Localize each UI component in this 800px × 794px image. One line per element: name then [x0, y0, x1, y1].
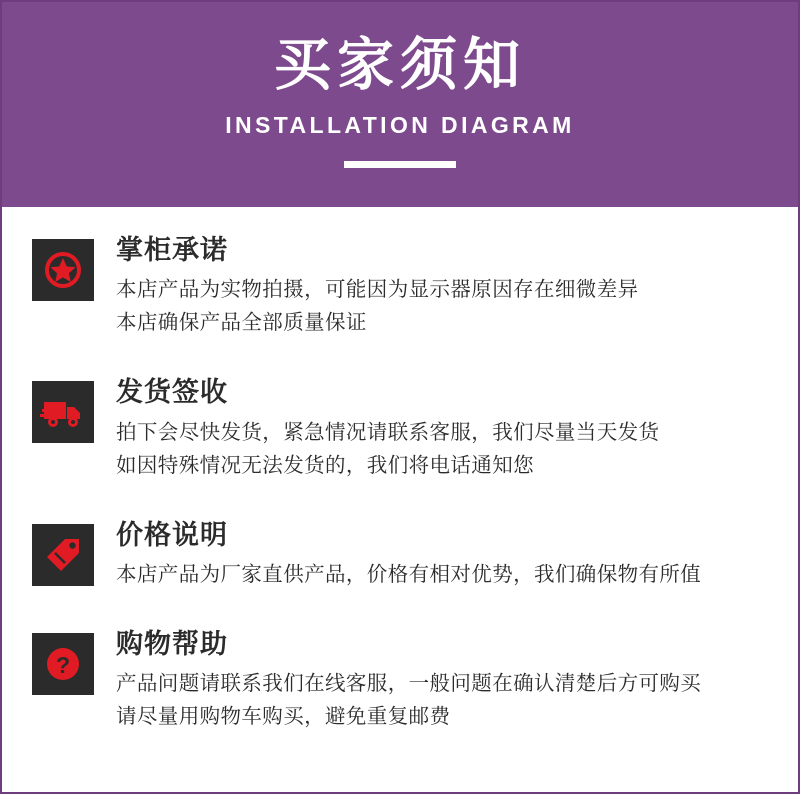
- notice-text: [116, 377, 798, 481]
- notice-sections: [2, 207, 798, 734]
- notice-section: [2, 520, 798, 591]
- notice-line: 本店产品为厂家直供产品，价格有相对优势，我们确保物有所值: [116, 562, 702, 586]
- notice-title: 价格说明: [116, 519, 228, 550]
- notice-line: 本店确保产品全部质量保证: [116, 311, 367, 335]
- notice-section: [2, 377, 798, 481]
- page-subtitle: INSTALLATION DIAGRAM: [225, 111, 575, 138]
- notice-text: [116, 629, 798, 733]
- svg-text:?: ?: [55, 652, 71, 679]
- delivery-truck-icon: [32, 381, 94, 443]
- notice-line: 拍下会尽快发货，紧急情况请联系客服，我们尽量当天发货: [116, 420, 660, 444]
- notice-title: 掌柜承诺: [116, 235, 228, 265]
- question-mark-icon: [32, 633, 94, 695]
- notice-section: [2, 235, 798, 339]
- price-tag-icon: [32, 524, 94, 586]
- star-badge-icon: [32, 239, 94, 301]
- notice-title: 购物帮助: [116, 629, 228, 660]
- page-title: 买家须知: [274, 33, 526, 97]
- notice-text: [116, 520, 798, 591]
- notice-line: 本店产品为实物拍摄，可能因为显示器原因存在细微差异: [116, 278, 639, 302]
- notice-text: [116, 235, 798, 339]
- notice-line: 请尽量用购物车购买，避免重复邮费: [116, 705, 451, 729]
- notice-section: [2, 629, 798, 733]
- page-header-banner: [2, 2, 798, 207]
- notice-line: 产品问题请联系我们在线客服，一般问题在确认清楚后方可购买: [116, 672, 702, 696]
- notice-title: 发货签收: [116, 377, 228, 408]
- title-underline-rule: [344, 161, 456, 168]
- notice-line: 如因特殊情况无法发货的，我们将电话通知您: [116, 453, 534, 477]
